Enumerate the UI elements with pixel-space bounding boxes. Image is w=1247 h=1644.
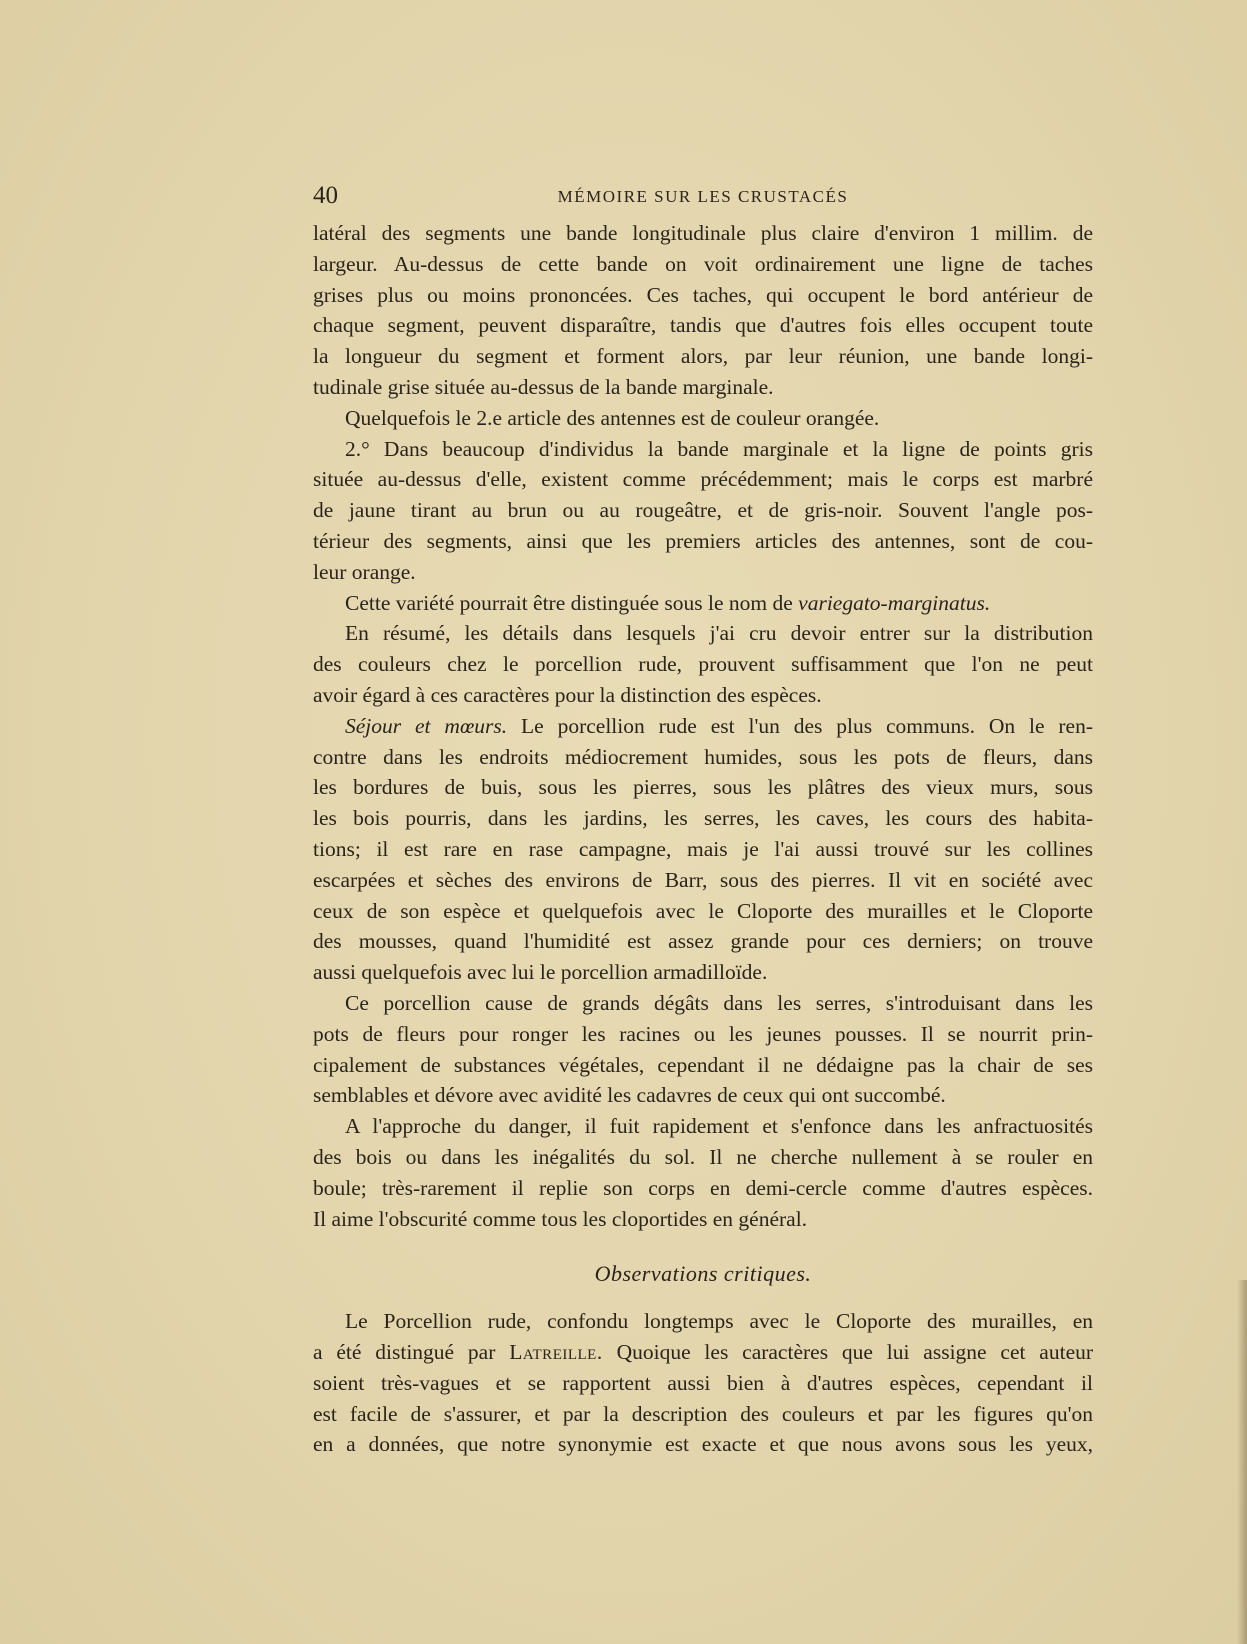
text-line: Quelquefois le 2.e article des antennes est de couleur orangée. [345,405,880,430]
running-title: MÉMOIRE SUR LES CRUSTACÉS [557,187,849,206]
text-line: soient très-vagues et se rapportent aussi bien à d'autres espèces, cependant il [313,1370,1093,1395]
text-fragment: Cette variété pourrait être distinguée sous le nom de [345,590,793,615]
text-line: En résumé, les détails dans lesquels j'ai cru devoir entrer sur la distribution [345,621,1093,646]
text-line: térieur des segments, ainsi que les premiers articles des antennes, sont de cou- [313,528,1093,553]
text-line: la longueur du segment et forment alors, par leur réunion, une bande longi- [313,344,1093,369]
text-line: les bordures de buis, sous les pierres, sous les plâtres des vieux murs, sous [313,775,1093,800]
text-line: leur orange. [313,559,416,584]
text-line: est facile de s'assurer, et par la description des couleurs et par les figures qu'on [313,1401,1093,1426]
spacer [313,1292,1093,1306]
text-line: Il aime l'obscurité comme tous les cloportides en général. [313,1206,808,1231]
subsection-title: Séjour et mœurs. [345,713,508,738]
text-line: des bois ou dans les inégalités du sol. Il ne cherche nullement à se rouler en [313,1144,1093,1169]
text-line: escarpées et sèches des environs de Barr, sous des pierres. Il vit en société avec [313,867,1093,892]
text-line [313,588,1093,619]
text-line: A l'approche du danger, il fuit rapidement et s'enfonce dans les anfractuosités [345,1114,1093,1139]
text-line: largeur. Au-dessus de cette bande on voit ordinairement une ligne de taches [313,251,1093,276]
text-line: Ce porcellion cause de grands dégâts dans les serres, s'introduisant dans les [345,990,1093,1015]
text-line: des mousses, quand l'humidité est assez grande pour ces derniers; on trouve [313,929,1093,954]
text-line: latéral des segments une bande longitudinale plus claire d'environ 1 millim. de [313,221,1093,245]
page-number: 40 [313,182,338,209]
text-line: semblables et dévore avec avidité les cadavres de ceux qui ont succombé. [313,1083,946,1108]
text-line: en a données, que notre synonymie est exacte et que nous avons sous les yeux, [313,1432,1093,1457]
text-line [313,711,1093,742]
text-line: Le Porcellion rude, confondu longtemps avec le Cloporte des murailles, en [345,1309,1093,1334]
text-line: 2.° Dans beaucoup d'individus la bande marginale et la ligne de points gris [345,436,1093,461]
author-name: Latreille. [509,1340,603,1365]
body-text [313,218,1093,1460]
text-fragment: Quoique les caractères que lui assigne cet auteur [616,1340,1094,1365]
spacer [313,1234,1093,1256]
text-line: chaque segment, peuvent disparaître, tandis que d'autres fois elles occupent toute [313,313,1093,338]
text-line: de jaune tirant au brun ou au rougeâtre, et de gris-noir. Souvent l'angle pos- [313,498,1093,523]
text-line: grises plus ou moins prononcées. Ces taches, qui occupent le bord antérieur de [313,282,1093,307]
text-line: boule; très-rarement il replie son corps en demi-cercle comme d'autres espèces. [313,1175,1093,1200]
text-line: les bois pourris, dans les jardins, les serres, les caves, les cours des habita- [313,806,1093,831]
text-line: tions; il est rare en rase campagne, mais je l'ai aussi trouvé sur les collines [313,836,1093,861]
text-line: des couleurs chez le porcellion rude, prouvent suffisamment que l'on ne peut [313,652,1093,677]
text-line: située au-dessus d'elle, existent comme précédemment; mais le corps est marbré [313,467,1093,492]
text-line: aussi quelquefois avec lui le porcellion armadilloïde. [313,960,768,985]
text-line: contre dans les endroits médiocrement humides, sous les pots de fleurs, dans [313,744,1093,769]
text-fragment: Le porcellion rude est l'un des plus communs. On le ren- [521,713,1094,738]
text-line: ceux de son espèce et quelquefois avec le Cloporte des murailles et le Cloporte [313,898,1093,923]
page-header [313,181,1093,211]
variety-name: variegato-marginatus. [798,590,991,615]
text-line: avoir égard à ces caractères pour la distinction des espèces. [313,682,822,707]
section-title: Observations critiques. [594,1261,812,1287]
text-line [313,1337,1093,1368]
text-line: tudinale grise située au-dessus de la bande marginale. [313,374,774,399]
text-line: cipalement de substances végétales, cependant il ne dédaigne pas la chair de ses [313,1052,1093,1077]
text-line: pots de fleurs pour ronger les racines ou les jeunes pousses. Il se nourrit prin- [313,1021,1093,1046]
page-edge-shadow [1237,1280,1247,1644]
text-fragment: a été distingué par [313,1340,496,1365]
